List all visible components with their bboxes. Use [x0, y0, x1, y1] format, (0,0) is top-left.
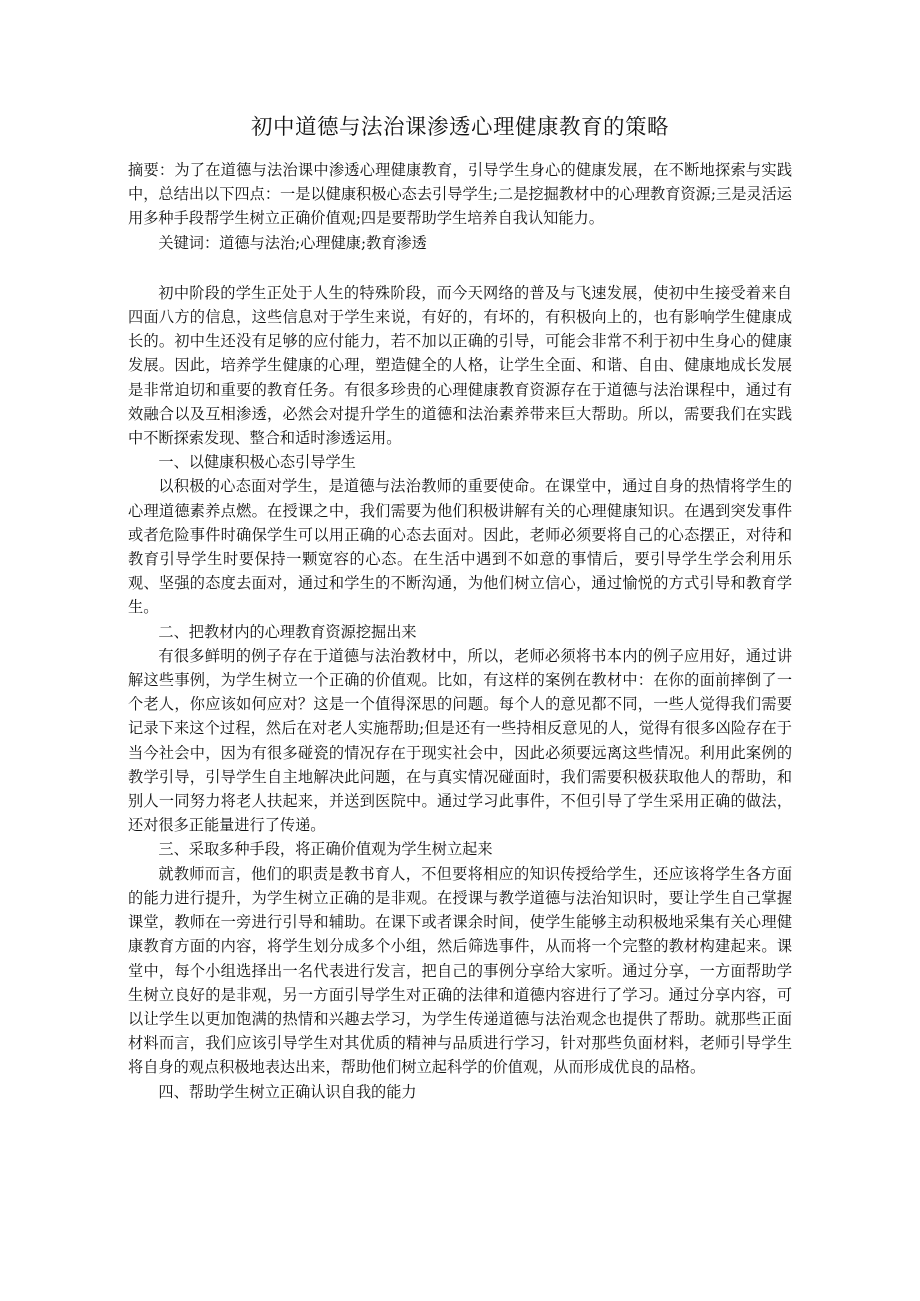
keywords-line: 关键词：道德与法治;心理健康;教育渗透 [158, 233, 427, 252]
section-heading-2: 二、把教材内的心理教育资源挖掘出来 [158, 622, 417, 641]
section-heading-4: 四、帮助学生树立正确认识自我的能力 [158, 1082, 417, 1101]
abstract-paragraph: 摘要：为了在道德与法治课中渗透心理健康教育，引导学生身心的健康发展，在不断地探索与实践中，总结出以下四点：一是以健康积极心态去引导学生;二是挖掘教材中的心理教育资源;三是灵活运用多种手段帮学生树立正确价值观;四是要帮助学生培养自我认知能力。 [128, 161, 792, 228]
intro-paragraph: 初中阶段的学生正处于人生的特殊阶段，而今天网络的普及与飞速发展，使初中生接受着来自四面八方的信息，这些信息对于学生来说，有好的，有坏的，有积极向上的，也有影响学生健康成长的。初中生还没有足够的应付能力，若不加以正确的引导，可能会非常不利于初中生身心的健康发展。因此，培养学生健康的心理，塑造健全的人格，让学生全面、和谐、自由、健康地成长发展是非常迫切和重要的教育任务。有很多珍贵的心理健康教育资源存在于道德与法治课程中，通过有效融合以及互相渗透，必然会对提升学生的道德和法治素养带来巨大帮助。所以，需要我们在实践中不断探索发现、整合和适时渗透运用。 [128, 283, 792, 448]
section-heading-1: 一、以健康积极心态引导学生 [158, 453, 356, 472]
document-title: 初中道德与法治课渗透心理健康教育的策略 [250, 115, 669, 140]
section-body-2: 有很多鲜明的例子存在于道德与法治教材中，所以，老师必须将书本内的例子应用好，通过讲解这些事例，为学生树立一个正确的价值观。比如，有这样的案例在教材中：在你的面前摔倒了一个老人，你应该如何应对？这是一个值得深思的问题。每个人的意见都不同，一些人觉得我们需要记录下来这个过程，然后在对老人实施帮助;但是还有一些持相反意见的人，觉得有很多凶险存在于当今社会中，因为有很多碰瓷的情况存在于现实社会中，因此必须要远离这些情况。利用此案例的教学引导，引导学生自主地解决此问题，在与真实情况碰面时，我们需要积极获取他人的帮助，和别人一同努力将老人扶起来，并送到医院中。通过学习此事件，不但引导了学生采用正确的做法，还对很多正能量进行了传递。 [128, 646, 792, 835]
section-body-3: 就教师而言，他们的职责是教书育人，不但要将相应的知识传授给学生，还应该将学生各方面的能力进行提升，为学生树立正确的是非观。在授课与教学道德与法治知识时，要让学生自己掌握课堂，教师在一旁进行引导和辅助。在课下或者课余时间，使学生能够主动积极地采集有关心理健康教育方面的内容，将学生划分成多个小组，然后筛选事件，从而将一个完整的教材构建起来。课堂中，每个小组选择出一名代表进行发言，把自己的事例分享给大家听。通过分享，一方面帮助学生树立良好的是非观，另一方面引导学生对正确的法律和道德内容进行了学习。通过分享内容，可以让学生以更加饱满的热情和兴趣去学习，为学生传递道德与法治观念也提供了帮助。就那些正面材料而言，我们应该引导学生对其优质的精神与品质进行学习，针对那些负面材料，老师引导学生将自身的观点积极地表达出来，帮助他们树立起科学的价值观，从而形成优良的品格。 [128, 864, 792, 1077]
section-body-1: 以积极的心态面对学生，是道德与法治教师的重要使命。在课堂中，通过自身的热情将学生的心理道德素养点燃。在授课之中，我们需要为他们积极讲解有关的心理健康知识。在遇到突发事件或者危险事件时确保学生可以用正确的心态去面对。因此，老师必须要将自己的心态摆正，对待和教育引导学生时要保持一颗宽容的心态。在生活中遇到不如意的事情后，要引导学生学会利用乐观、坚强的态度去面对，通过和学生的不断沟通，为他们树立信心，通过愉悦的方式引导和教育学生。 [128, 477, 792, 617]
section-heading-3: 三、采取多种手段，将正确价值观为学生树立起来 [158, 840, 493, 859]
document-page [128, 112, 792, 1104]
spacer [128, 255, 792, 281]
